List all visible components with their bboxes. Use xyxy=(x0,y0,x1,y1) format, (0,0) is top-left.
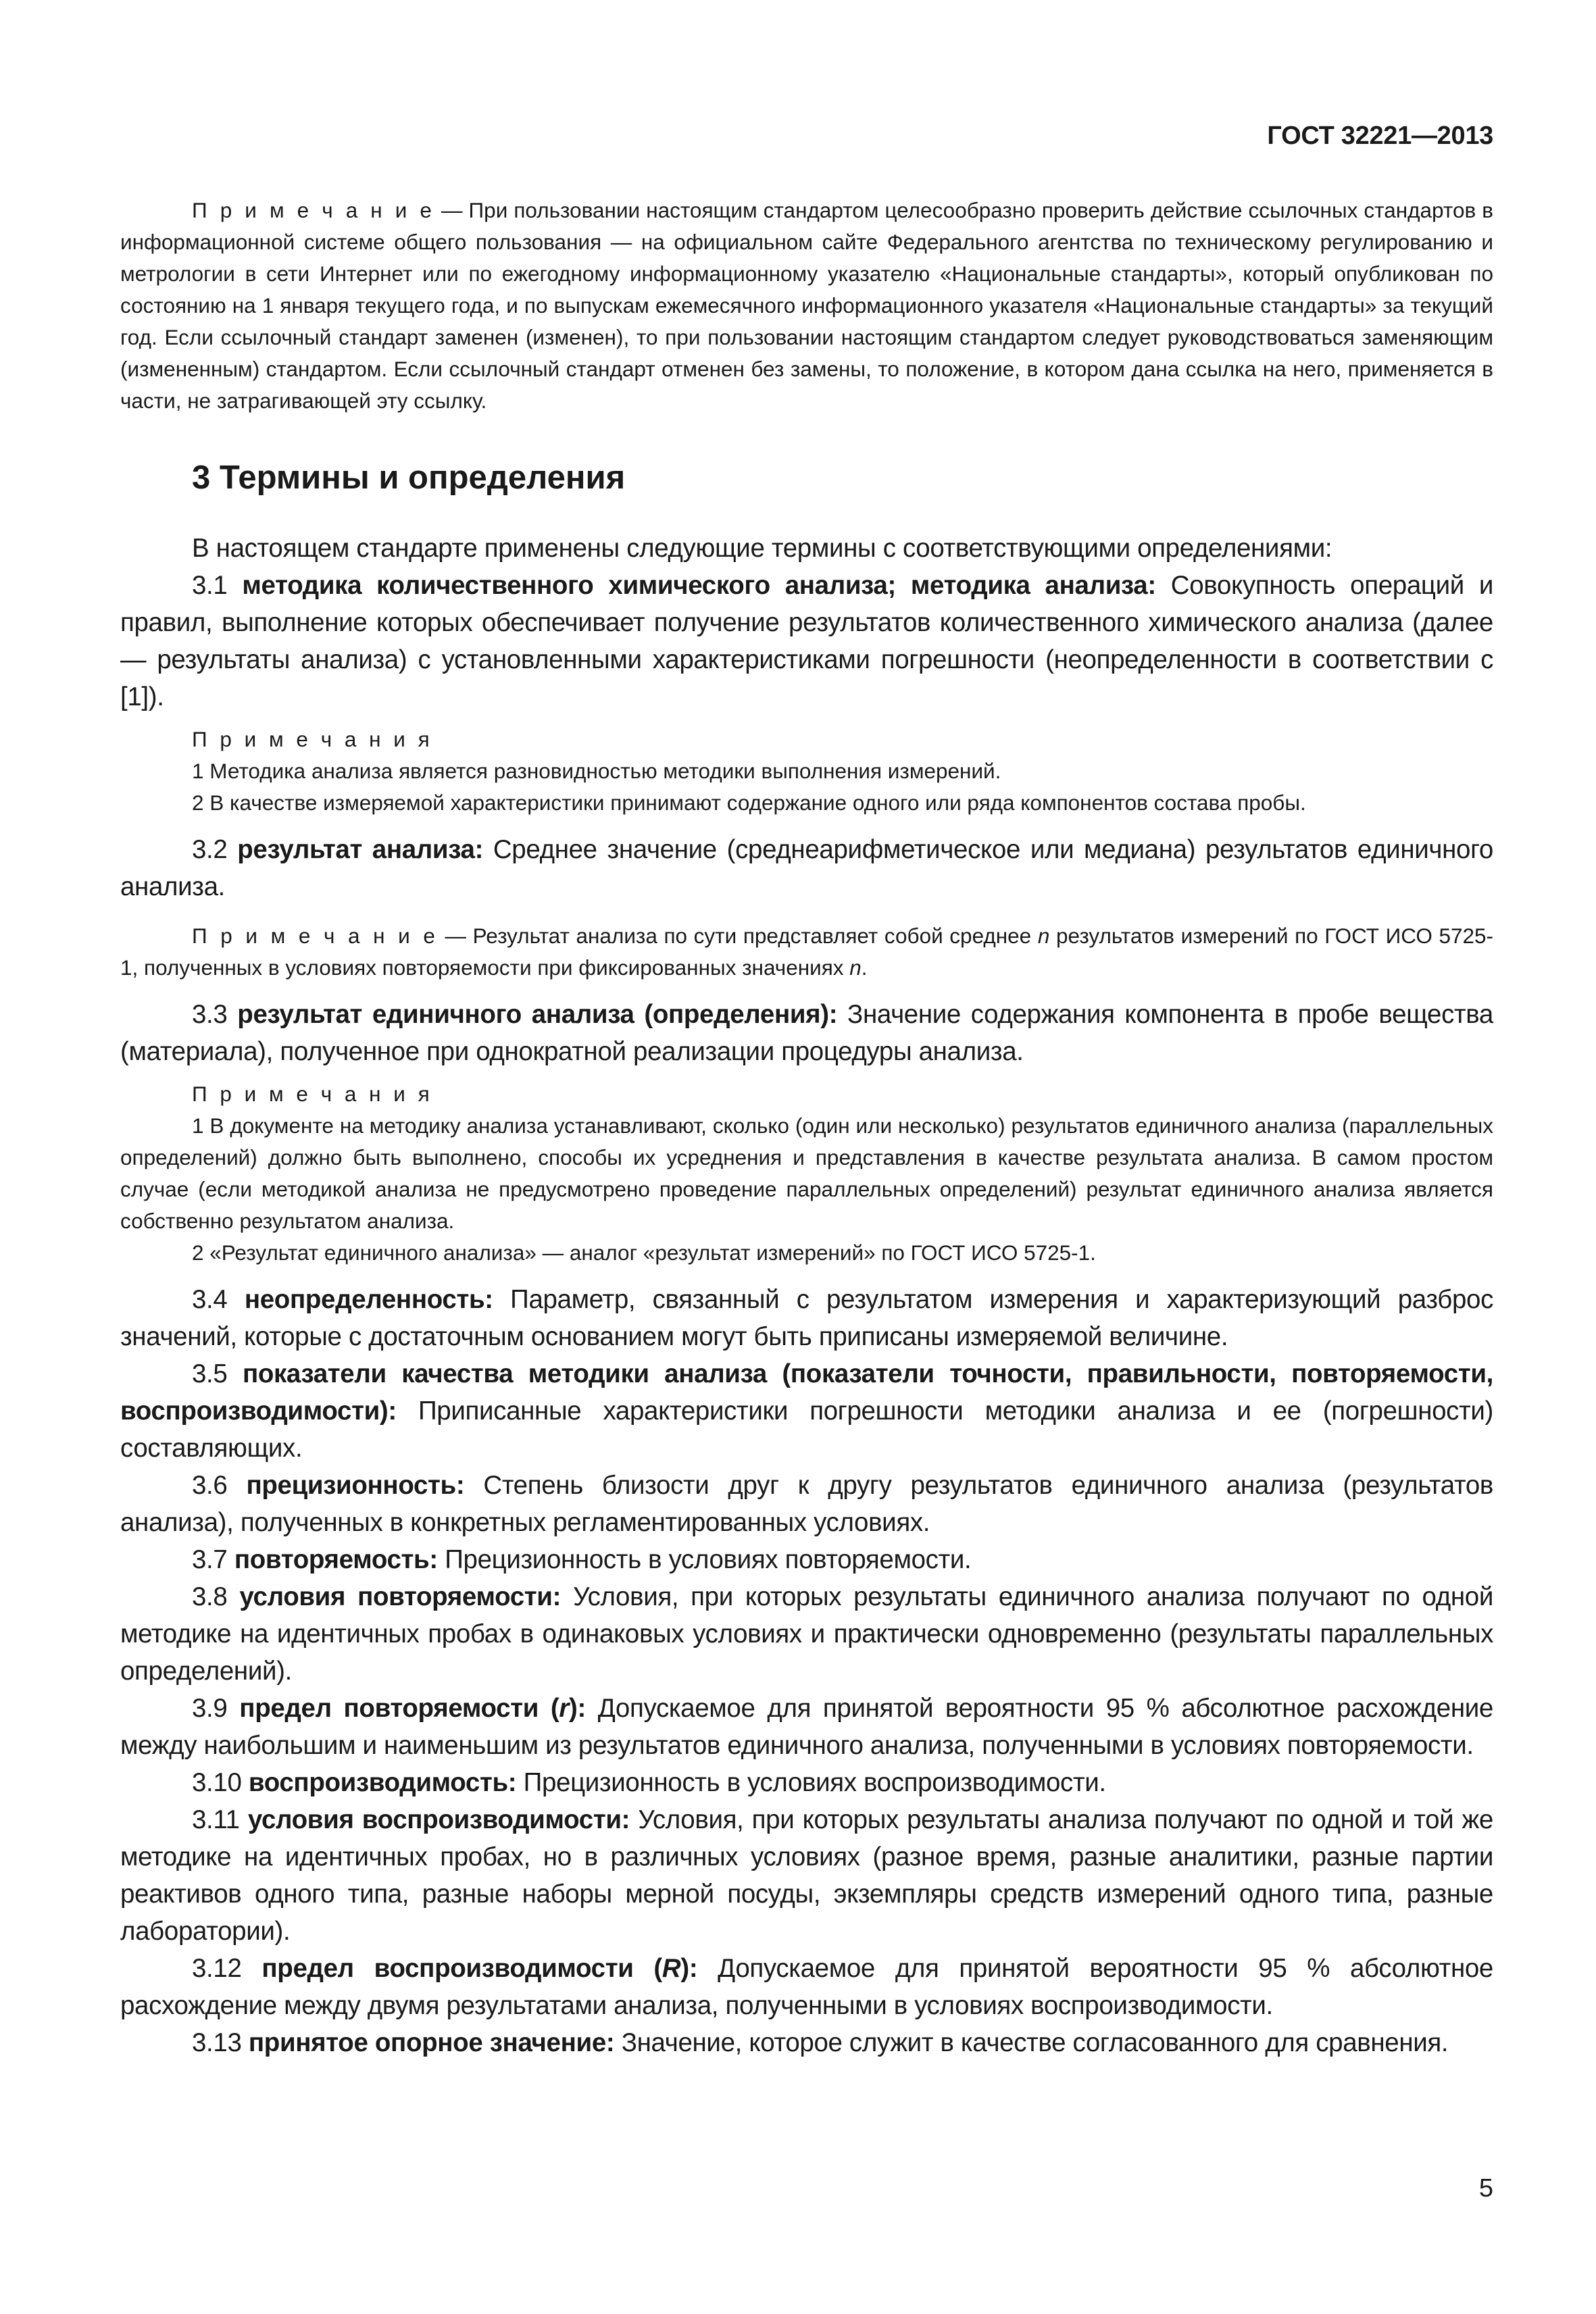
section-intro: В настоящем стандарте применены следующие термины с соответствующими определениями: xyxy=(192,534,1332,563)
term-3-7 xyxy=(120,1541,1493,1578)
term-definition: Условия, при которых результаты единичного анализа получают по одной методике на идентичных пробах в одинаковых условиях и практически одновременно (результаты параллельных определений). xyxy=(120,1582,1493,1686)
notes-label: П р и м е ч а н и я xyxy=(192,1082,433,1106)
term-definition: Допускаемое для принятой вероятности 95 % абсолютное расхождение между наибольшим и наименьшим из результатов единичного анализа, полученными в условиях повторяемости. xyxy=(120,1694,1493,1760)
term-name-text: предел повторяемости ( xyxy=(239,1694,559,1723)
term-number: 3.12 xyxy=(192,1954,262,1983)
term-3-12 xyxy=(120,1950,1493,2024)
term-3-11 xyxy=(120,1801,1493,1950)
term-name: методика количественного химического анализа; методика анализа: xyxy=(242,571,1156,600)
intro-note xyxy=(120,195,1493,417)
term-3-8 xyxy=(120,1578,1493,1690)
term-definition: Значение, которое служит в качестве согласованного для сравнения. xyxy=(614,2028,1449,2057)
term-definition: Приписанные характеристики погрешности методики анализа и ее (погрешности) составляющих. xyxy=(120,1397,1493,1463)
term-definition: Параметр, связанный с результатом измерения и характеризующий разброс значений, которые с достаточным основанием могут быть приписаны измеряемой величине. xyxy=(120,1285,1493,1351)
term-3-13 xyxy=(120,2024,1493,2061)
term-number: 3.10 xyxy=(192,1768,249,1797)
term-number: 3.4 xyxy=(192,1285,245,1314)
section-title: 3 Термины и определения xyxy=(192,459,626,496)
term-definition: Значение содержания компонента в пробе вещества (материала), полученное при однократной реализации процедуры анализа. xyxy=(120,1000,1493,1066)
term-number: 3.5 xyxy=(192,1359,243,1388)
term-name: прецизионность: xyxy=(246,1471,465,1500)
term-3-9 xyxy=(120,1690,1493,1764)
term-name: результат анализа: xyxy=(237,835,484,864)
term-definition: Среднее значение (среднеарифметическое или медиана) результатов единичного анализа. xyxy=(120,835,1493,901)
note-label: П р и м е ч а н и е xyxy=(192,198,435,222)
term-3-6 xyxy=(120,1467,1493,1541)
term-name: воспроизводимость: xyxy=(248,1768,517,1797)
term-3-4 xyxy=(120,1281,1493,1355)
term-definition: Допускаемое для принятой вероятности 95 % абсолютное расхождение между двумя результатами анализа, полученными в условиях воспроизводимости. xyxy=(120,1954,1493,2020)
term-name: показатели качества методики анализа (показатели точности, правильности, повторяемости, воспроизводимости): xyxy=(120,1359,1493,1426)
notes-3-1 xyxy=(120,724,1493,819)
note-item: 2 В качестве измеряемой характеристики принимают содержание одного или ряда компонентов состава пробы. xyxy=(192,790,1306,815)
term-number: 3.6 xyxy=(192,1471,247,1500)
term-name-text: предел воспроизводимости ( xyxy=(261,1954,662,1983)
note-text: . xyxy=(861,955,868,980)
note-3-2 xyxy=(120,920,1493,984)
term-name: повторяемость: xyxy=(234,1545,438,1574)
term-name-end: ): xyxy=(568,1694,586,1723)
term-number: 3.8 xyxy=(192,1582,240,1611)
document-number: ГОСТ 32221—2013 xyxy=(1267,122,1493,150)
term-definition: Совокупность операций и правил, выполнение которых обеспечивает получение результатов количественного химического анализа (далее — результаты анализа) с установленными характеристиками погрешности (неопределенности в соответствии с [1]). xyxy=(120,571,1493,711)
note-text: — Результат анализа по сути представляет собой среднее xyxy=(438,924,1038,948)
note-item: 2 «Результат единичного анализа» — аналог «результат измерений» по ГОСТ ИСО 5725-1. xyxy=(192,1240,1096,1265)
term-name: неопределенность: xyxy=(244,1285,493,1314)
term-definition: Условия, при которых результаты анализа получают по одной и той же методике на идентичных пробах, но в различных условиях (разное время, разные аналитики, разные партии реактивов одного типа, разные наборы мерной посуды, экземпляры средств измерений одного типа, разные лаборатории). xyxy=(120,1805,1493,1946)
term-number: 3.9 xyxy=(192,1694,240,1723)
term-name xyxy=(261,1954,697,1983)
term-number: 3.2 xyxy=(192,835,238,864)
term-definition: Прецизионность в условиях повторяемости. xyxy=(437,1545,972,1574)
term-name-end: ): xyxy=(680,1954,698,1983)
term-name: условия повторяемости: xyxy=(239,1582,562,1611)
term-definition: Степень близости друг к другу результатов единичного анализа (результатов анализа), полученных в конкретных регламентированных условиях. xyxy=(120,1471,1493,1537)
term-definition: Прецизионность в условиях воспроизводимости. xyxy=(516,1768,1106,1797)
term-number: 3.13 xyxy=(192,2028,249,2057)
term-number: 3.1 xyxy=(192,571,243,600)
variable-r: r xyxy=(559,1694,569,1723)
notes-label: П р и м е ч а н и я xyxy=(192,727,433,751)
term-3-3 xyxy=(120,996,1493,1070)
notes-3-3 xyxy=(120,1078,1493,1269)
note-label: П р и м е ч а н и е xyxy=(192,924,439,948)
variable-n: n xyxy=(1037,924,1050,948)
page-content xyxy=(120,195,1493,2061)
note-text: результатов измерений по ГОСТ ИСО 5725-1, полученных в условиях повторяемости при фиксированных значениях xyxy=(120,924,1494,980)
term-number: 3.3 xyxy=(192,1000,238,1029)
term-3-10 xyxy=(120,1764,1493,1801)
variable-R: R xyxy=(662,1954,681,1983)
note-item: 1 В документе на методику анализа устанавливают, сколько (один или несколько) результатов единичного анализа (параллельных определений) должно быть выполнено, способы их усреднения и представления в качестве результата анализа. В самом простом случае (если методикой анализа не предусмотрено проведение параллельных определений) результат единичного анализа является собственно результатом анализа. xyxy=(120,1113,1493,1233)
note-text: — При пользовании настоящим стандартом целесообразно проверить действие ссылочных стандартов в информационной системе общего пользования — на официальном сайте Федерального агентства по техническому регулированию и метрологии в сети Интернет или по ежегодному информационному указателю «Национальные стандарты», который опубликован по состоянию на 1 января текущего года, и по выпускам ежемесячного информационного указателя «Национальные стандарты» за текущий год. Если ссылочный стандарт заменен (изменен), то при пользовании настоящим стандартом следует руководствоваться заменяющим (измененным) стандартом. Если ссылочный стандарт отменен без замены, то положение, в котором дана ссылка на него, применяется в части, не затрагивающей эту ссылку. xyxy=(120,198,1493,413)
term-3-1 xyxy=(120,567,1493,715)
term-number: 3.7 xyxy=(192,1545,234,1574)
term-number: 3.11 xyxy=(192,1805,248,1834)
term-3-2 xyxy=(120,831,1493,905)
note-item: 1 Методика анализа является разновидностью методики выполнения измерений. xyxy=(192,759,1001,783)
term-name xyxy=(239,1694,586,1723)
page-number: 5 xyxy=(1478,2174,1493,2203)
term-name: принятое опорное значение: xyxy=(248,2028,615,2057)
term-name: результат единичного анализа (определения): xyxy=(237,1000,838,1029)
variable-n: n xyxy=(849,955,862,980)
term-3-5 xyxy=(120,1355,1493,1467)
term-name: условия воспроизводимости: xyxy=(247,1805,630,1834)
